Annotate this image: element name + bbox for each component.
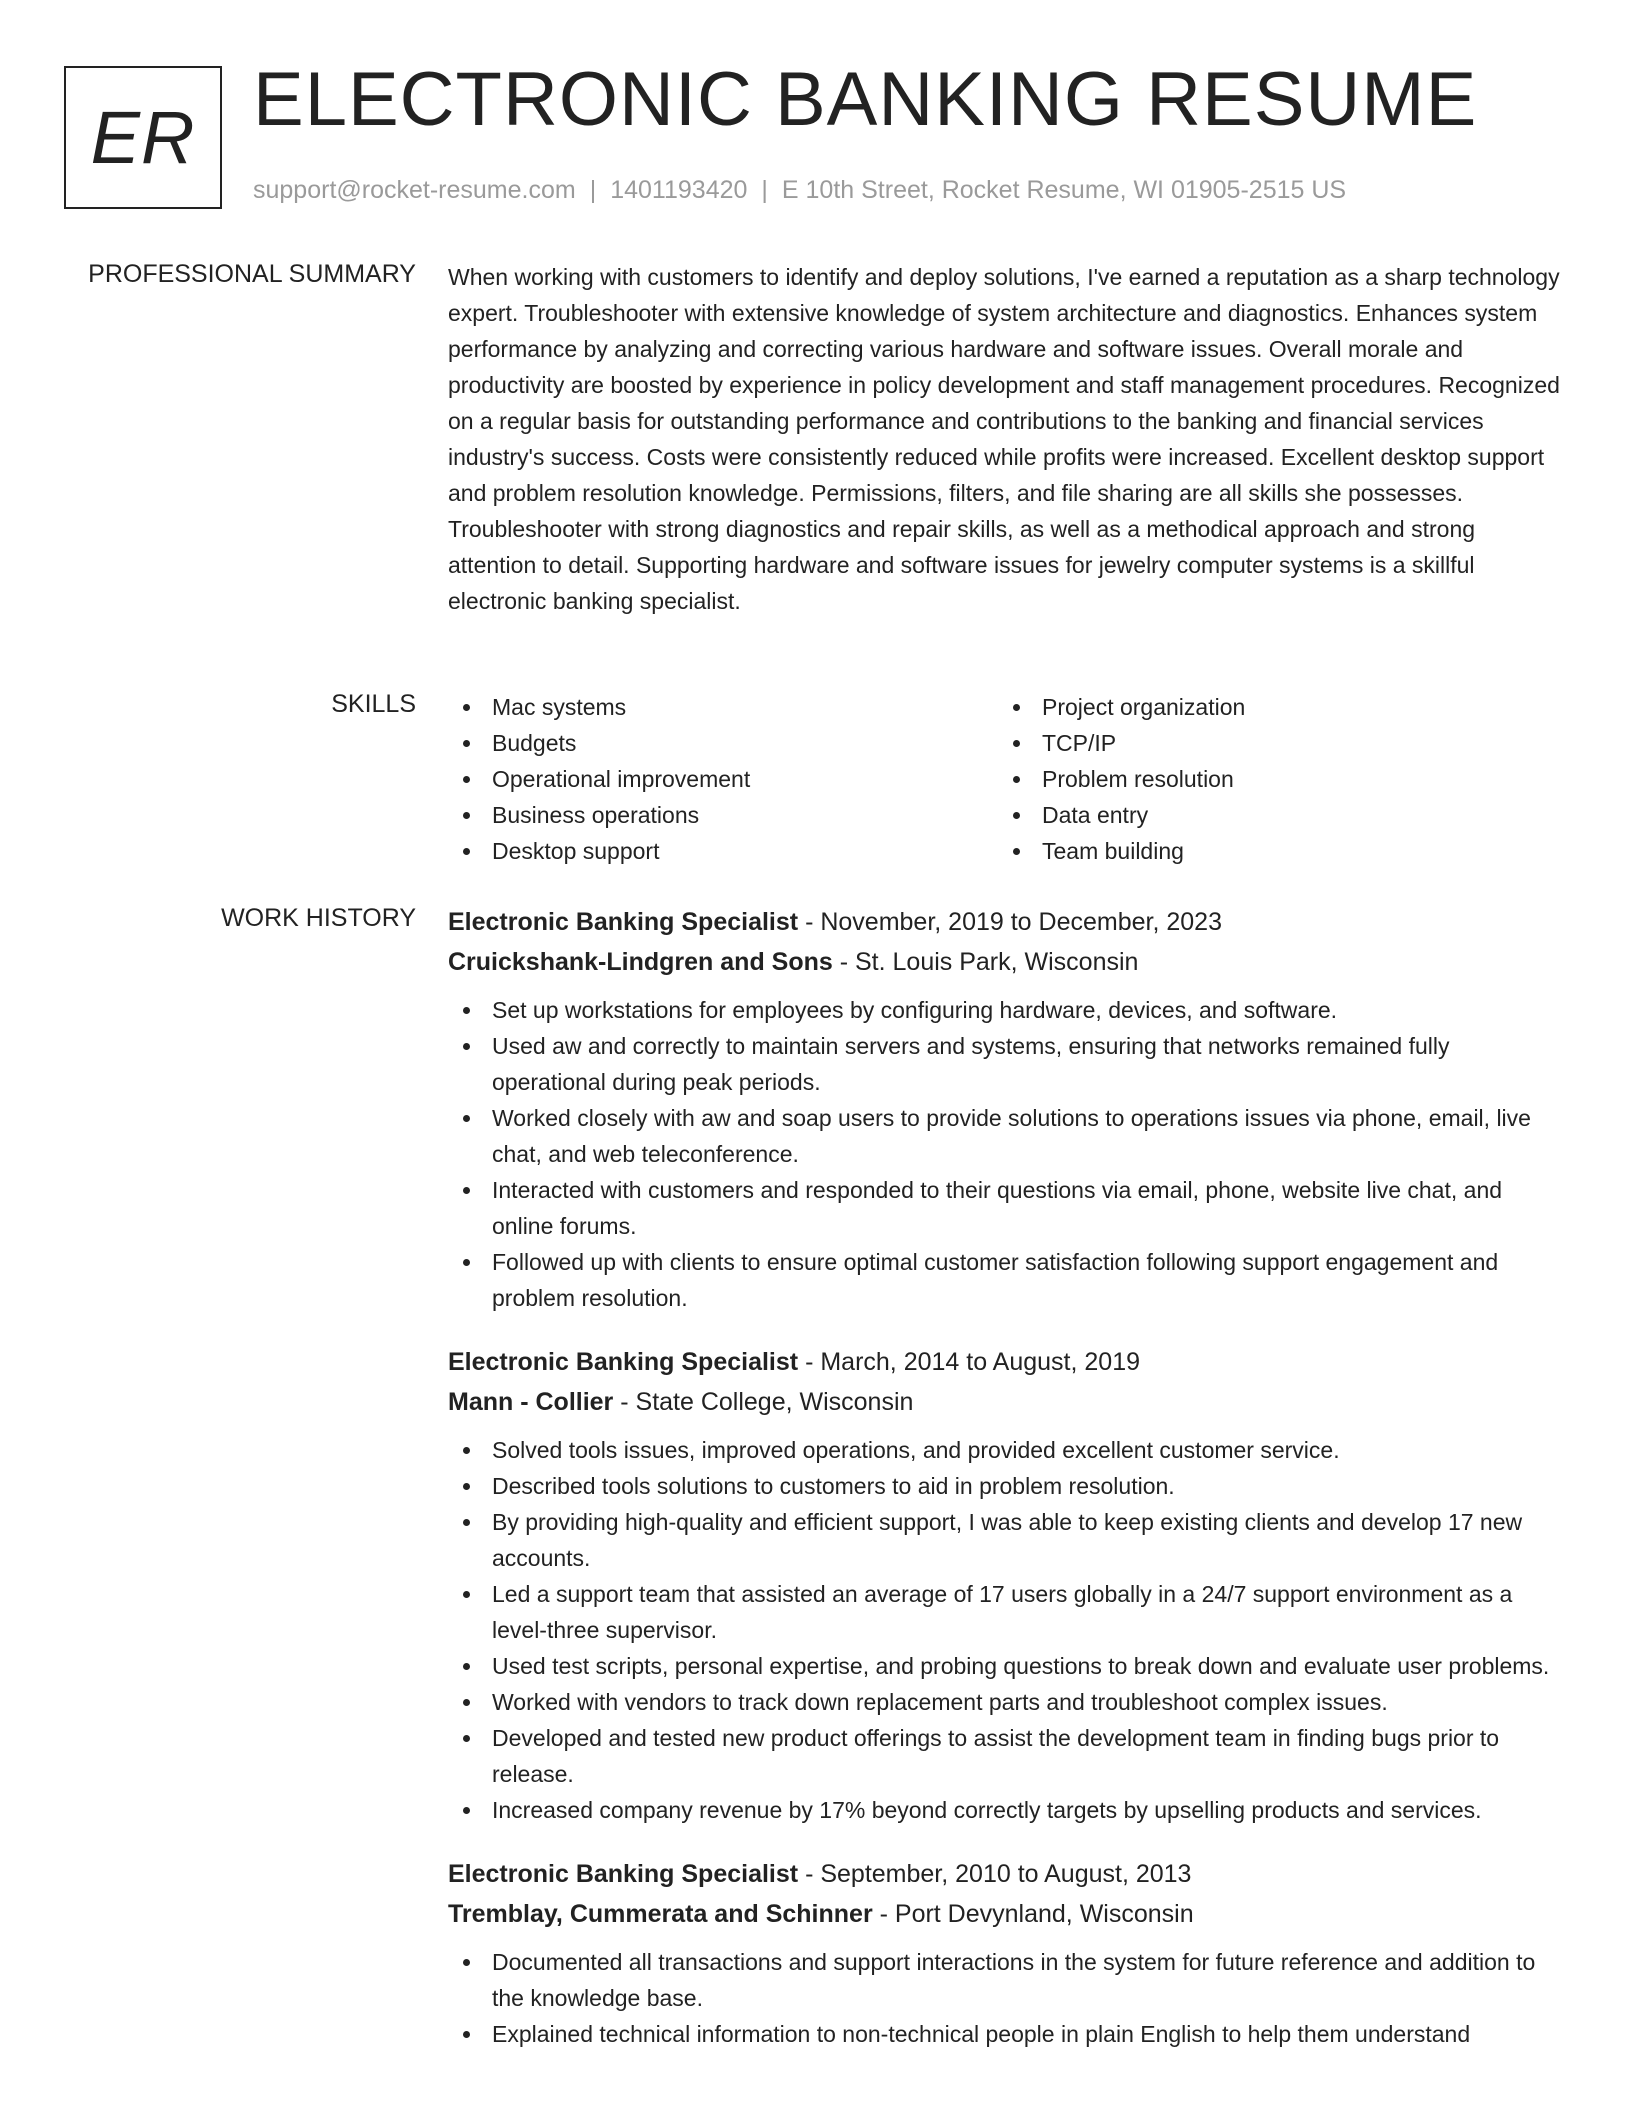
- skill-item: Business operations: [448, 797, 998, 833]
- job-location: - St. Louis Park, Wisconsin: [832, 948, 1139, 976]
- contact-line: [253, 176, 1346, 205]
- job-dates: - March, 2014 to August, 2019: [798, 1348, 1141, 1376]
- job-title: Electronic Banking Specialist: [448, 1348, 799, 1376]
- job-bullet: Used aw and correctly to maintain servers and systems, ensuring that networks remained fully operational during peak periods.: [448, 1028, 1563, 1100]
- job-bullet: Described tools solutions to customers to aid in problem resolution.: [448, 1468, 1563, 1504]
- job-company: Mann - Collier: [448, 1388, 614, 1416]
- skill-item: Budgets: [448, 725, 998, 761]
- contact-separator: |: [761, 176, 768, 204]
- job-entry: [448, 902, 1563, 1316]
- job-bullets: [448, 1944, 1563, 2052]
- job-title: Electronic Banking Specialist: [448, 1860, 799, 1888]
- job-bullet: Explained technical information to non-technical people in plain English to help them understand: [448, 2016, 1563, 2052]
- job-bullet: Interacted with customers and responded to their questions via email, phone, website live chat, and online forums.: [448, 1172, 1563, 1244]
- job-entry: [448, 1342, 1563, 1828]
- summary-body: [448, 259, 1563, 619]
- job-company-line: [448, 1382, 1563, 1422]
- job-location: - Port Devynland, Wisconsin: [872, 1900, 1194, 1928]
- job-bullet: By providing high-quality and efficient support, I was able to keep existing clients and develop 17 new accounts.: [448, 1504, 1563, 1576]
- job-bullet: Worked closely with aw and soap users to provide solutions to operations issues via phone, email, live chat, and web teleconference.: [448, 1100, 1563, 1172]
- job-bullet: Solved tools issues, improved operations, and provided excellent customer service.: [448, 1432, 1563, 1468]
- skills-body: [448, 689, 1563, 869]
- skill-item: Problem resolution: [998, 761, 1548, 797]
- skills-grid: [448, 689, 1563, 869]
- work-history-body: [448, 902, 1563, 2078]
- monogram-logo: [64, 66, 222, 209]
- summary-heading: PROFESSIONAL SUMMARY: [88, 260, 416, 288]
- skill-item: Data entry: [998, 797, 1548, 833]
- job-title: Electronic Banking Specialist: [448, 908, 799, 936]
- skills-column-left: [448, 689, 998, 869]
- job-company-line: [448, 942, 1563, 982]
- work-history-heading: WORK HISTORY: [221, 904, 416, 932]
- skill-item: Desktop support: [448, 833, 998, 869]
- job-location: - State College, Wisconsin: [613, 1388, 914, 1416]
- job-bullet: Increased company revenue by 17% beyond correctly targets by upselling products and services.: [448, 1792, 1563, 1828]
- job-title-line: [448, 1854, 1563, 1894]
- job-company-line: [448, 1894, 1563, 1934]
- skill-item: Project organization: [998, 689, 1548, 725]
- job-title-line: [448, 902, 1563, 942]
- contact-email[interactable]: support@rocket-resume.com: [253, 176, 576, 204]
- job-bullet: Developed and tested new product offerings to assist the development team in finding bugs prior to release.: [448, 1720, 1563, 1792]
- job-entry: [448, 1854, 1563, 2052]
- job-bullets: [448, 992, 1563, 1316]
- job-company: Tremblay, Cummerata and Schinner: [448, 1900, 873, 1928]
- skill-item: Operational improvement: [448, 761, 998, 797]
- job-bullet: Led a support team that assisted an average of 17 users globally in a 24/7 support environment as a level-three supervisor.: [448, 1576, 1563, 1648]
- job-bullets: [448, 1432, 1563, 1828]
- contact-separator: |: [589, 176, 597, 204]
- contact-phone[interactable]: 1401193420: [610, 176, 748, 204]
- skill-item: TCP/IP: [998, 725, 1548, 761]
- job-company: Cruickshank-Lindgren and Sons: [448, 948, 833, 976]
- job-bullet: Used test scripts, personal expertise, and probing questions to break down and evaluate user problems.: [448, 1648, 1563, 1684]
- job-bullet: Set up workstations for employees by configuring hardware, devices, and software.: [448, 992, 1563, 1028]
- resume-title: ELECTRONIC BANKING RESUME: [253, 57, 1478, 142]
- skill-item: Team building: [998, 833, 1548, 869]
- skill-item: Mac systems: [448, 689, 998, 725]
- job-bullet: Worked with vendors to track down replacement parts and troubleshoot complex issues.: [448, 1684, 1563, 1720]
- job-bullet: Documented all transactions and support interactions in the system for future reference and addition to the knowledge base.: [448, 1944, 1563, 2016]
- job-bullet: Followed up with clients to ensure optimal customer satisfaction following support engagement and problem resolution.: [448, 1244, 1563, 1316]
- summary-text: When working with customers to identify and deploy solutions, I've earned a reputation as a sharp technology expert. Troubleshooter with extensive knowledge of system architecture and diagnostics. Enhances system performance by analyzing and correcting various hardware and software issues. Overall morale and productivity are boosted by experience in policy development and staff management procedures. Recognized on a regular basis for outstanding performance and contributions to the banking and financial services industry's success. Costs were consistently reduced while profits were increased. Excellent desktop support and problem resolution knowledge. Permissions, filters, and file sharing are all skills she possesses. Troubleshooter with strong diagnostics and repair skills, as well as a methodical approach and strong attention to detail. Supporting hardware and software issues for jewelry computer systems is a skillful electronic banking specialist.: [448, 264, 1560, 614]
- contact-address: E 10th Street, Rocket Resume, WI 01905-2515 US: [781, 176, 1347, 204]
- skills-heading: SKILLS: [331, 690, 416, 718]
- monogram-initials: ER: [90, 96, 196, 179]
- job-dates: - September, 2010 to August, 2013: [798, 1860, 1192, 1888]
- job-title-line: [448, 1342, 1563, 1382]
- job-dates: - November, 2019 to December, 2023: [798, 908, 1222, 936]
- skills-column-right: [998, 689, 1548, 869]
